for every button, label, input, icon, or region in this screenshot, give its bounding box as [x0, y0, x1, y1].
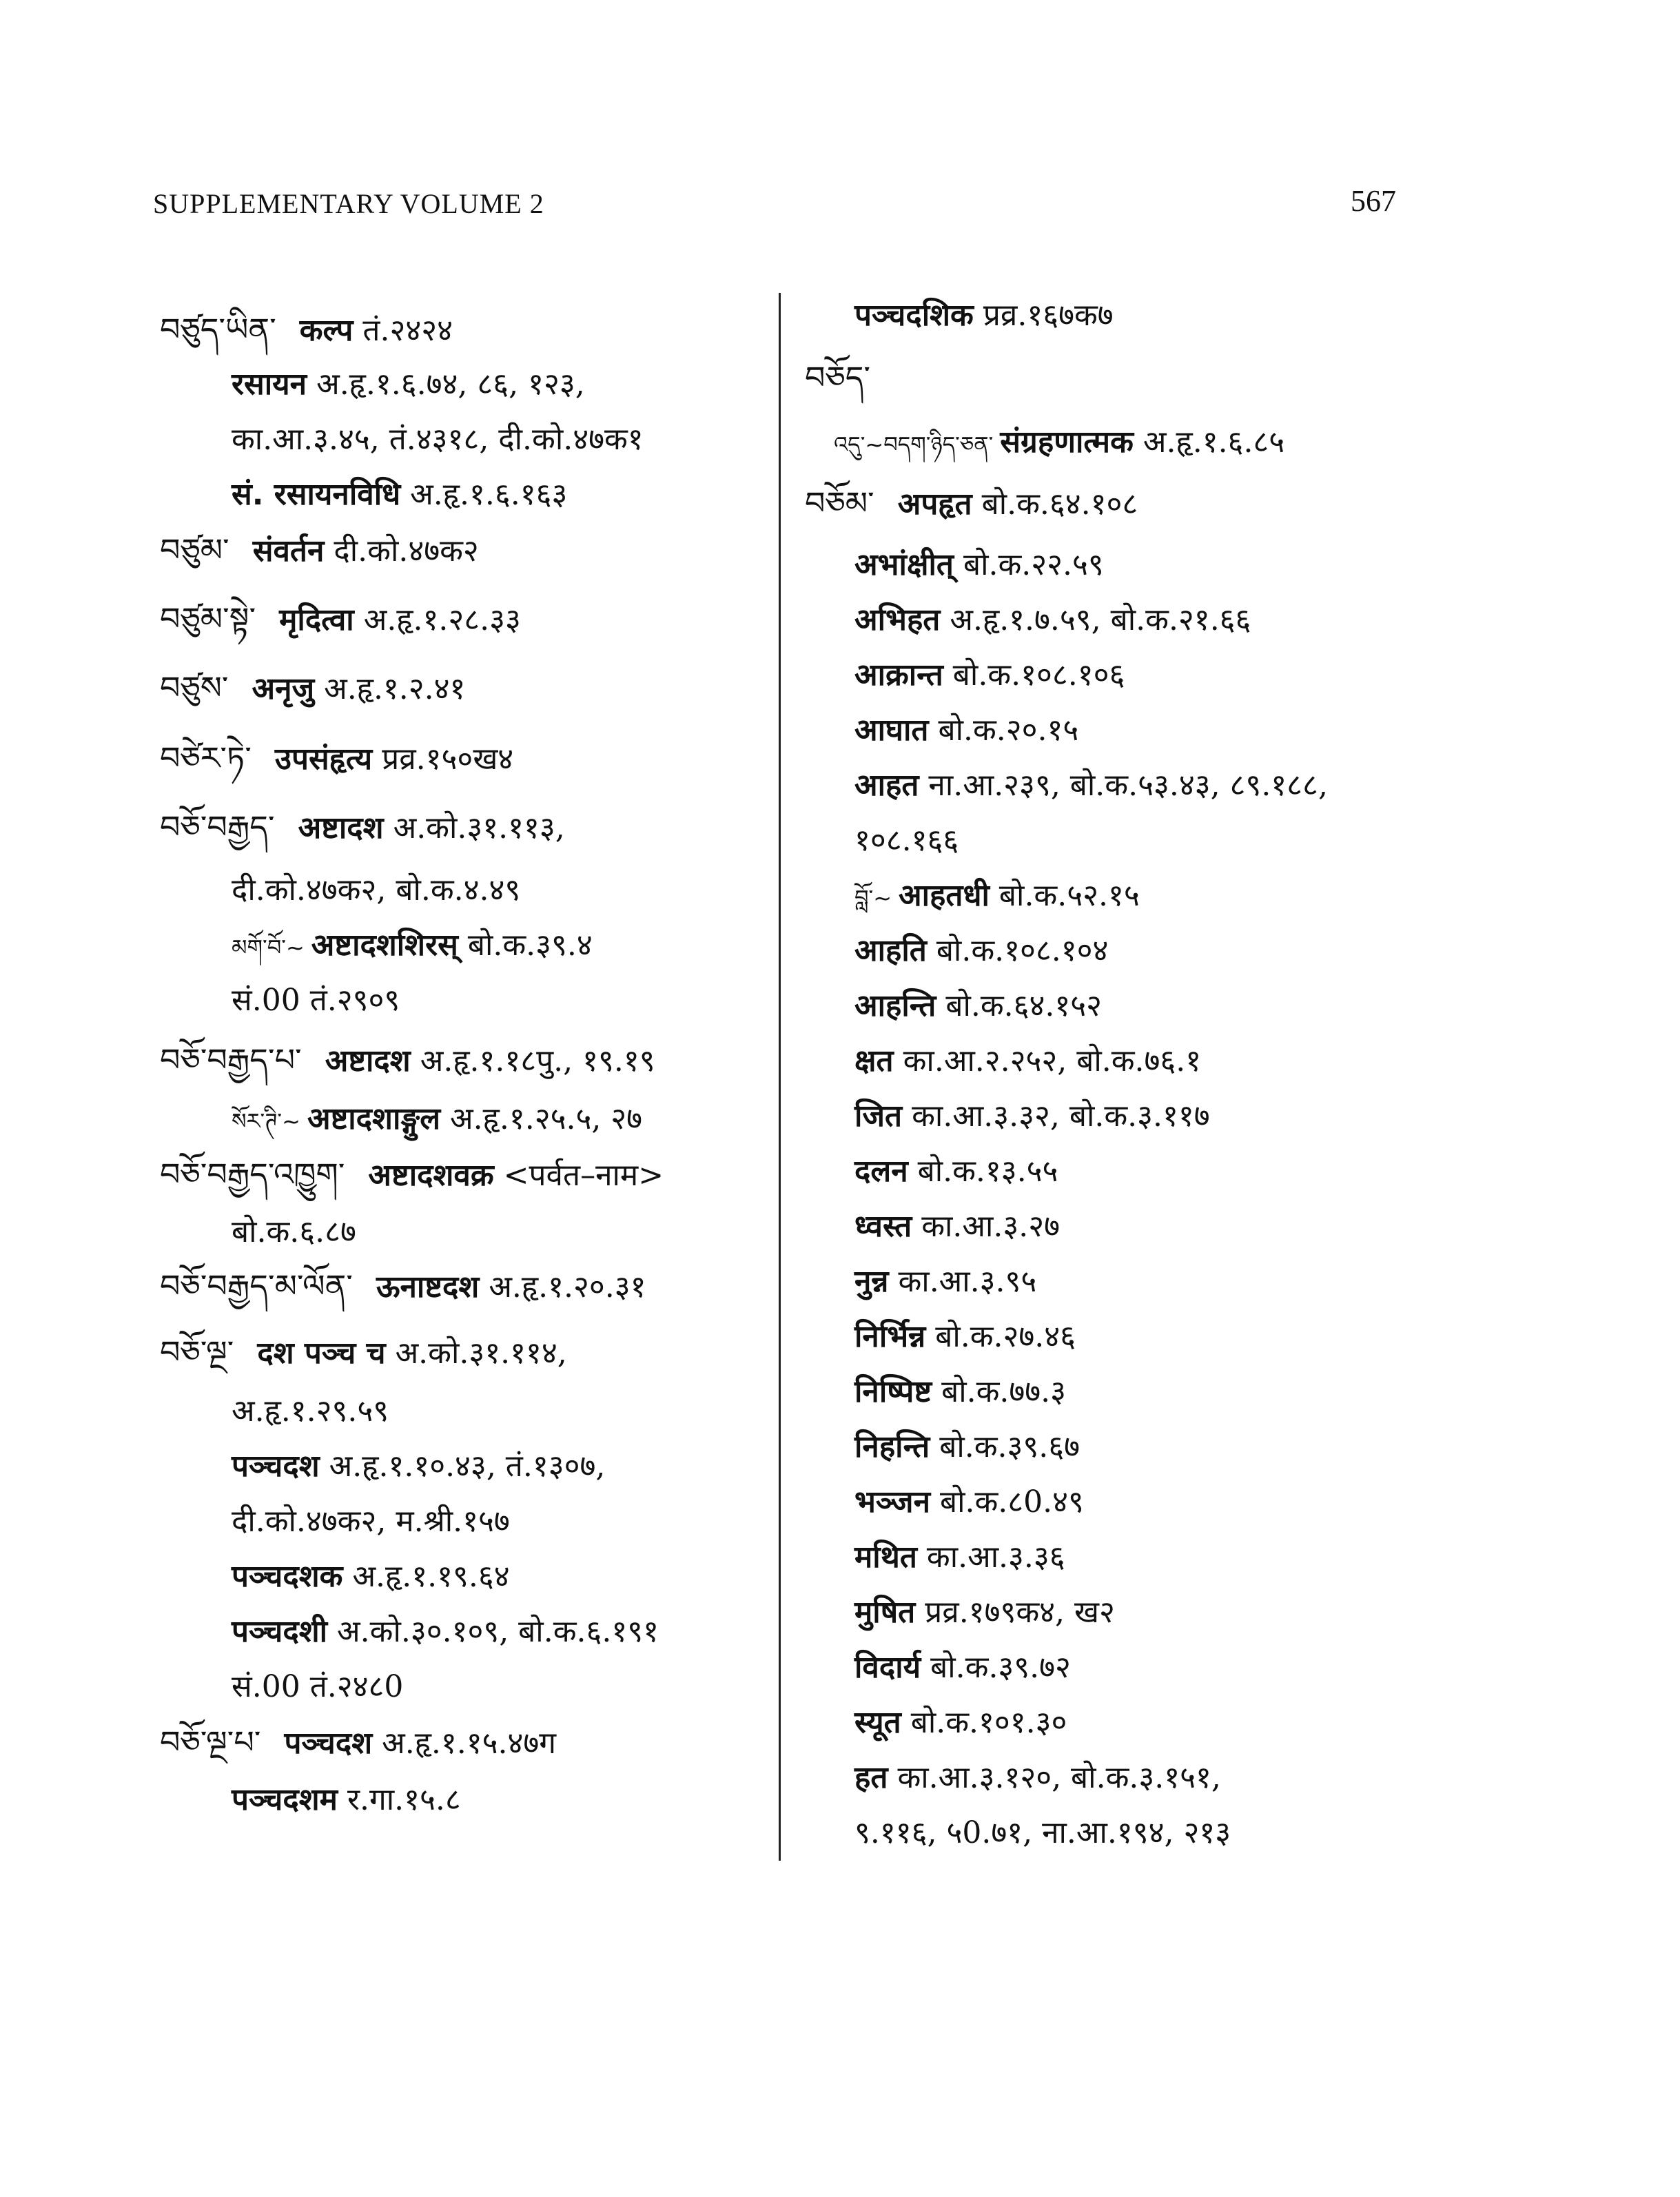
sanskrit-term: पञ्चदशम — [232, 1782, 338, 1817]
entry-line — [854, 1096, 1210, 1137]
entry-line — [232, 870, 520, 911]
entry-line — [232, 364, 585, 405]
sanskrit-term: आहति — [854, 933, 927, 968]
tibetan-headword: བཅོ་བརྒྱད་ — [160, 808, 275, 846]
sanskrit-term: ध्वस्त — [854, 1209, 912, 1244]
entry-line — [160, 309, 453, 351]
sanskrit-term: अष्टादशाङ्गुल — [307, 1101, 441, 1136]
reference: बो.क.७७.३ — [941, 1374, 1066, 1409]
sanskrit-term: जित — [854, 1098, 903, 1134]
reference: अ.हृ.१.२.४१ — [324, 671, 466, 706]
tibetan-headword: བཅོ་ལྔ་པ་ — [160, 1724, 261, 1761]
reference: का.आ.३.२७ — [921, 1209, 1060, 1244]
tibetan-headword: བཙུས་ — [160, 669, 229, 706]
entry-line — [232, 1391, 389, 1432]
reference: दी.को.४७क२, बो.क.४.४९ — [232, 872, 521, 908]
sanskrit-term: स्यूत — [854, 1705, 901, 1740]
reference: दी.को.४७क२ — [334, 533, 479, 569]
sanskrit-term: पञ्चदश — [232, 1449, 320, 1484]
entry-line — [854, 1592, 1115, 1633]
tibetan-headword: བཙེར་ཏེ་ — [160, 739, 252, 777]
entry-line — [854, 1206, 1060, 1247]
reference: अ.हृ.१.२९.५९ — [232, 1393, 389, 1429]
entry-line — [805, 482, 1138, 525]
reference: सं.00 तं.२४८0 — [232, 1669, 404, 1704]
sanskrit-term: उपसंहृत्य — [274, 742, 373, 777]
reference: तं.२४२४ — [362, 313, 453, 348]
sanskrit-term: भञ्जन — [854, 1484, 930, 1520]
reference: प्रव्र.१७९क४, ख२ — [925, 1595, 1115, 1630]
sanskrit-term: क्षत — [854, 1043, 894, 1079]
entry-line — [160, 529, 479, 572]
sanskrit-term: अभांक्षीत् — [854, 547, 954, 582]
entry-line — [854, 295, 1114, 336]
reference: अ.हृ.१.१९.६४ — [352, 1559, 510, 1594]
entry-line — [160, 737, 513, 780]
sanskrit-term: पञ्चदशिक — [854, 298, 974, 333]
entry-line — [232, 1098, 642, 1142]
entry-line — [232, 1556, 510, 1597]
reference: बो.क.३९.७२ — [930, 1650, 1071, 1685]
entry-line — [854, 1757, 1221, 1799]
tibetan-prefix: མགོ་བོ་~ — [232, 934, 305, 961]
reference: बो.क.१३.५५ — [917, 1154, 1058, 1189]
entry-line — [232, 474, 567, 515]
entry-line — [854, 1482, 1084, 1523]
reference: बो.क.१०१.३० — [910, 1705, 1067, 1740]
reference: बो.क.८0.४९ — [940, 1484, 1084, 1520]
entry-line — [854, 1371, 1066, 1413]
entry-line — [854, 1702, 1067, 1744]
sanskrit-term: आघात — [854, 713, 929, 748]
entry-line — [232, 419, 644, 460]
tibetan-prefix: སོར་ཊི་~ — [232, 1108, 300, 1134]
tibetan-headword: བཅོ་བརྒྱད་མ་ལོན་ — [160, 1267, 353, 1305]
reference: अ.हृ.१.६.७४, ८६, १२३, — [316, 367, 585, 402]
sanskrit-term: रसायन — [232, 367, 307, 402]
sanskrit-term: मथित — [854, 1540, 917, 1575]
tibetan-headword: བཅོད་ — [805, 359, 871, 396]
entry-line — [232, 1779, 461, 1821]
reference: बो.क.३९.४ — [467, 928, 593, 963]
sanskrit-term: निर्भिन्न — [854, 1319, 926, 1354]
entry-line — [160, 1039, 655, 1082]
entry-line — [232, 1212, 356, 1253]
entry-line — [834, 422, 1284, 465]
reference: का.आ.३.४५, तं.४३१८, दी.को.४७क१ — [232, 422, 644, 457]
sanskrit-term: अष्टादशशिरस् — [311, 928, 458, 963]
entry-line — [854, 765, 1328, 806]
page-number: 567 — [1351, 184, 1396, 218]
reference: अ.हृ.१.२८.३३ — [363, 602, 521, 637]
reference: अ.हृ.१.१८पु., १९.१९ — [420, 1043, 655, 1079]
entry-line — [854, 985, 1102, 1027]
reference: अ.हृ.१.६.८५ — [1143, 425, 1285, 460]
entry-line — [160, 1721, 556, 1764]
tibetan-headword: བཅོ་ལྔ་ — [160, 1333, 234, 1371]
sanskrit-term: पञ्चदश — [284, 1726, 373, 1761]
sanskrit-term: निहन्ति — [854, 1429, 930, 1464]
entry-line — [160, 806, 565, 849]
reference: ना.आ.२३९, बो.क.५३.४३, ८९.१८८, — [928, 768, 1328, 803]
sanskrit-term: संग्रहणात्मक — [1000, 425, 1134, 460]
tibetan-prefix: འདུ་~བདག་ཉིད་ཅན་ — [834, 431, 994, 458]
sanskrit-term: दलन — [854, 1154, 908, 1189]
entry-line — [854, 1316, 1076, 1358]
sanskrit-term: आक्रान्त — [854, 657, 943, 693]
reference: अ.हृ.१.२०.३१ — [489, 1269, 646, 1305]
sanskrit-term: अष्टादश — [325, 1043, 411, 1079]
entry-line — [232, 1501, 510, 1542]
entry-line — [854, 600, 1251, 641]
reference: १०८.१६६ — [854, 823, 959, 858]
column-divider — [779, 293, 781, 1861]
sanskrit-term: नुन्न — [854, 1264, 889, 1299]
reference: ९.११६, ५0.७१, ना.आ.१९४, २१३ — [854, 1815, 1231, 1850]
entry-line — [160, 598, 521, 641]
entry-line — [854, 1151, 1058, 1192]
entry-line — [232, 1666, 403, 1708]
reference: का.आ.२.२५२, बो.क.७६.१ — [903, 1043, 1202, 1079]
running-header: SUPPLEMENTARY VOLUME 2 — [153, 188, 544, 219]
entry-line — [232, 1446, 605, 1487]
reference: का.आ.३.९५ — [898, 1264, 1037, 1299]
sanskrit-term: अष्टादशवक्र — [368, 1158, 494, 1193]
reference: अ.को.३१.११३, — [393, 810, 565, 846]
reference: र.गा.१५.८ — [347, 1782, 461, 1817]
reference: बो.क.६४.१५२ — [945, 988, 1103, 1023]
sanskrit-term: मुषित — [854, 1595, 916, 1630]
entry-line — [854, 710, 1078, 751]
reference: बो.क.५२.१५ — [998, 878, 1140, 913]
sanskrit-term: पञ्चदशी — [232, 1614, 328, 1649]
entry-line — [232, 1611, 659, 1653]
entry-line — [232, 980, 400, 1021]
reference: सं.00 तं.२९०९ — [232, 983, 400, 1018]
entry-line — [854, 875, 1140, 919]
reference: बो.क.१०८.१०४ — [936, 933, 1109, 968]
entry-line — [160, 1331, 567, 1374]
sanskrit-term: आहतधी — [899, 878, 990, 913]
sanskrit-term: ऊनाष्टदश — [376, 1269, 480, 1305]
entry-line — [854, 1041, 1201, 1082]
entry-line — [232, 925, 593, 968]
reference: बो.क.२७.४६ — [935, 1319, 1076, 1354]
reference: अ.हृ.१.२५.५, २७ — [450, 1101, 643, 1136]
reference: अ.हृ.१.७.५९, बो.क.२१.६६ — [950, 602, 1251, 637]
reference: अ.हृ.१.६.१६३ — [410, 477, 568, 512]
sanskrit-term: अपहृत — [897, 487, 972, 522]
entry-line — [854, 820, 959, 861]
sanskrit-term: आहन्ति — [854, 988, 936, 1023]
entry-line — [854, 1537, 1065, 1578]
entry-line — [854, 655, 1125, 696]
entry-line — [854, 1427, 1080, 1468]
sanskrit-term: कल्प — [299, 313, 354, 348]
tibetan-headword: བཙུད་ཡིན་ — [160, 311, 276, 348]
reference: बो.क.२०.१५ — [938, 713, 1079, 748]
sanskrit-term: हत — [854, 1760, 888, 1795]
sanskrit-term: निष्पिष्ट — [854, 1374, 932, 1409]
reference: का.आ.३.१२०, बो.क.३.१५१, — [897, 1760, 1221, 1795]
sanskrit-term: आहत — [854, 768, 919, 803]
sanskrit-term: दश पञ्च च — [257, 1336, 386, 1371]
reference: अ.हृ.१.१५.४७ग — [382, 1726, 557, 1761]
entry-line — [854, 1647, 1071, 1688]
sanskrit-term: मृदित्वा — [279, 602, 354, 637]
reference: प्रव्र.१६७क७ — [983, 298, 1114, 333]
tibetan-prefix: བློ་~ — [854, 885, 892, 911]
entry-line — [854, 544, 1104, 586]
reference: बो.क.२२.५९ — [963, 547, 1104, 582]
tibetan-headword: བཙུམ་སྟེ་ — [160, 600, 256, 637]
entry-line — [854, 930, 1108, 972]
reference: अ.को.३१.११४, — [395, 1336, 567, 1371]
sanskrit-term: पञ्चदशक — [232, 1559, 343, 1594]
reference: अ.को.३०.१०९, बो.क.६.१९१ — [337, 1614, 659, 1649]
entry-line — [160, 1154, 664, 1196]
reference: दी.को.४७क२, म.श्री.१५७ — [232, 1504, 510, 1539]
sanskrit-term: अनृजु — [252, 671, 315, 706]
entry-line — [854, 1261, 1036, 1302]
entry-line — [160, 667, 465, 710]
reference: बो.क.६.८७ — [232, 1214, 356, 1249]
sanskrit-term: संवर्तन — [252, 533, 325, 569]
reference: <पर्वत–नाम> — [503, 1158, 664, 1193]
reference: का.आ.३.३२, बो.क.३.११७ — [912, 1098, 1210, 1134]
tibetan-headword: བཅོམ་ — [805, 484, 874, 522]
reference: बो.क.१०८.१०६ — [952, 657, 1125, 693]
reference: का.आ.३.३६ — [926, 1540, 1065, 1575]
reference: प्रव्र.१५०ख४ — [382, 742, 514, 777]
sanskrit-term: विदार्य — [854, 1650, 921, 1685]
tibetan-headword: བཙུམ་ — [160, 531, 229, 569]
sanskrit-term: अभिहत — [854, 602, 941, 637]
entry-line — [854, 1812, 1231, 1854]
sanskrit-term: सं. रसायनविधि — [232, 477, 401, 512]
entry-line — [805, 357, 894, 400]
tibetan-headword: བཅོ་བརྒྱད་འཁྱུག་ — [160, 1156, 345, 1193]
reference: अ.हृ.१.१०.४३, तं.१३०७, — [329, 1449, 606, 1484]
reference: बो.क.३९.६७ — [939, 1429, 1080, 1464]
reference: बो.क.६४.१०८ — [981, 487, 1138, 522]
sanskrit-term: अष्टादश — [298, 810, 384, 846]
entry-line — [160, 1265, 646, 1308]
tibetan-headword: བཅོ་བརྒྱད་པ་ — [160, 1041, 302, 1079]
